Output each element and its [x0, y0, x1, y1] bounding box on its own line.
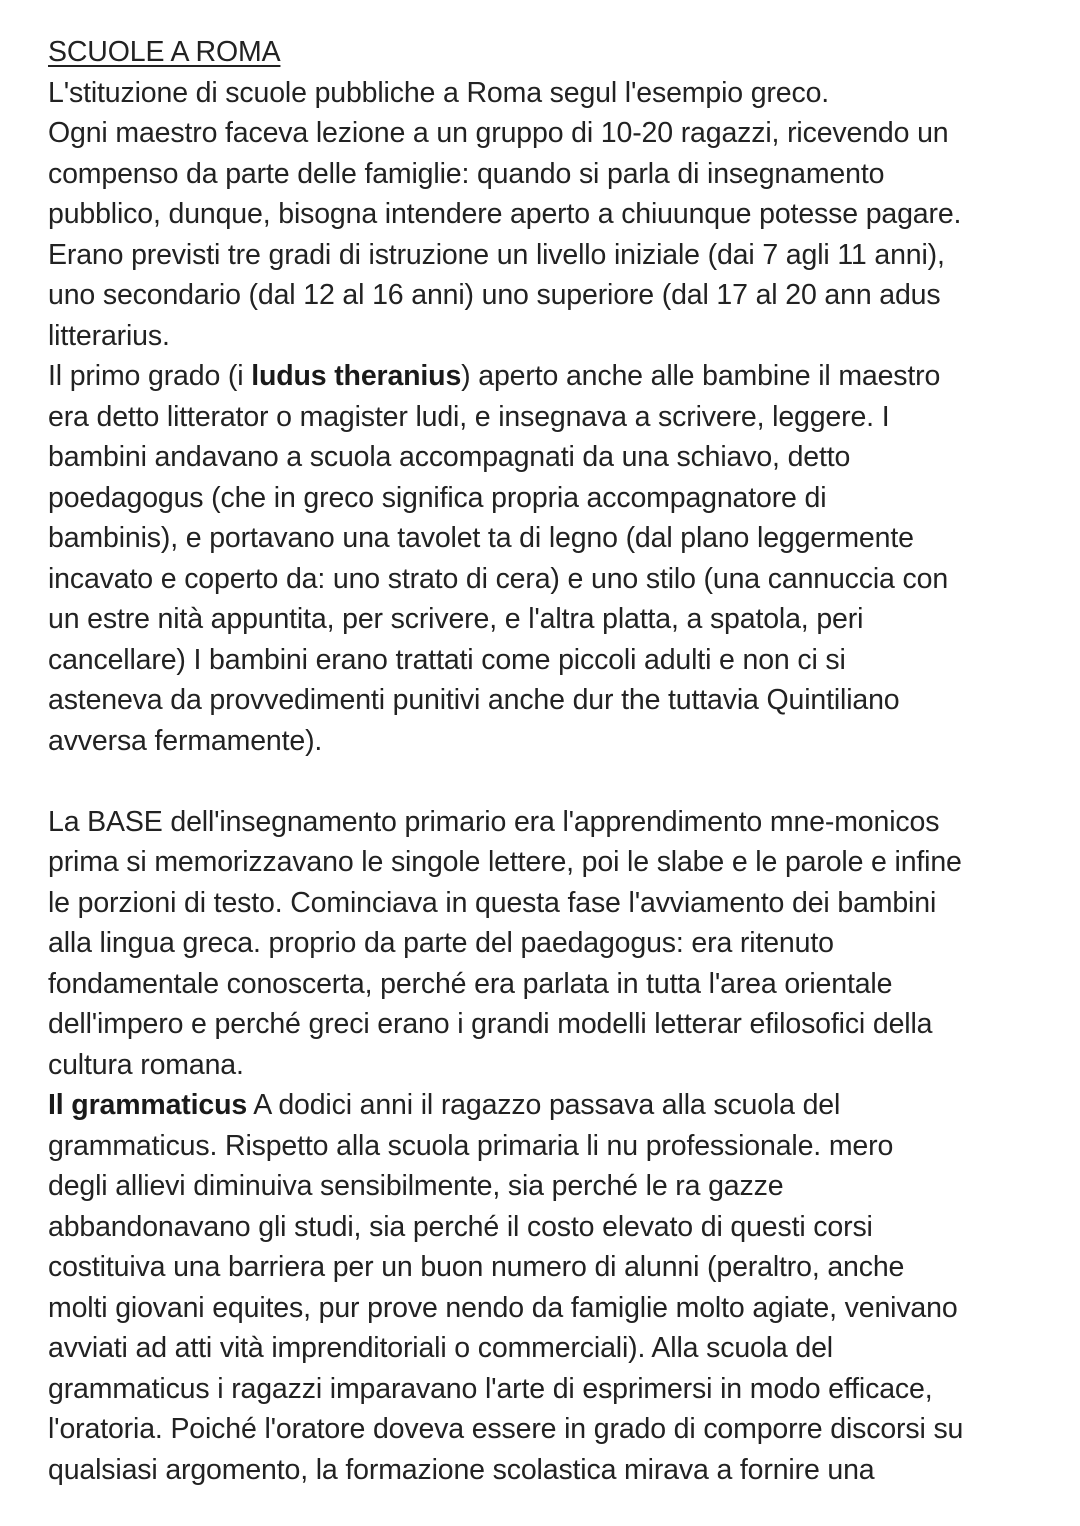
text-run: ) aperto anche alle bambine il maestro: [461, 360, 941, 392]
text-line: Ogni maestro faceva lezione a un gruppo di 10-20 ragazzi, ricevendo un: [48, 117, 949, 149]
text-line: degli allievi diminuiva sensibilmente, sia perché le ra gazze: [48, 1170, 784, 1202]
text-line: alla lingua greca. proprio da parte del paedagogus: era ritenuto: [48, 927, 834, 959]
document-title: SCUOLE A ROMA: [48, 36, 281, 68]
text-line: compenso da parte delle famiglie: quando si parla di insegnamento: [48, 157, 885, 190]
text-run: A dodici anni il ragazzo passava alla scuola del: [247, 1089, 841, 1121]
text-line: La BASE dell'insegnamento primario era l'apprendimento mne-monicos: [48, 805, 940, 838]
text-run: Il primo grado (i: [48, 360, 252, 392]
paragraph-grammaticus: [48, 1085, 1058, 1490]
text-line: Erano previsti tre gradi di istruzione un livello iniziale (dai 7 agli 11 anni),: [48, 238, 945, 271]
text-line: le porzioni di testo. Cominciava in questa fase l'avviamento dei bambini: [48, 886, 937, 919]
text-line: qualsiasi argomento, la formazione scolastica mirava a fornire una: [48, 1453, 875, 1486]
text-line: uno secondario (dal 12 al 16 anni) uno superiore (dal 17 al 20 ann adus: [48, 279, 941, 311]
text-line: [48, 1085, 1058, 1126]
text-line: bambini andavano a scuola accompagnati da una schiavo, detto: [48, 441, 851, 473]
bold-term-grammaticus: Il grammaticus: [48, 1089, 248, 1121]
text-line: dell'impero e perché greci erano i grandi modelli letterar efilosofici della: [48, 1008, 933, 1040]
text-line: fondamentale conoscerta, perché era parlata in tutta l'area orientale: [48, 967, 893, 1000]
text-line: cultura romana.: [48, 1048, 244, 1081]
paragraph-spacer: [48, 761, 1058, 802]
text-line: asteneva da provvedimenti punitivi anche dur the tuttavia Quintiliano: [48, 684, 900, 716]
text-line: L'stituzione di scuole pubbliche a Roma segul l'esempio greco.: [48, 76, 830, 109]
text-line: incavato e coperto da: uno strato di cera) e uno stilo (una cannuccia con: [48, 562, 949, 595]
text-line: cancellare) I bambini erano trattati come piccoli adulti e non ci si: [48, 643, 846, 676]
text-line: litterarius.: [48, 319, 170, 352]
paragraph-intro: [48, 73, 1058, 357]
text-line: era detto litterator o magister ludi, e insegnava a scrivere, leggere. I: [48, 400, 890, 433]
text-line: [48, 356, 1058, 397]
document-body: [48, 32, 1058, 1490]
text-line: costituiva una barriera per un buon numero di alunni (peraltro, anche: [48, 1251, 905, 1283]
text-line: grammaticus. Rispetto alla scuola primaria li nu professionale. mero: [48, 1129, 894, 1162]
text-line: grammaticus i ragazzi imparavano l'arte di esprimersi in modo efficace,: [48, 1372, 933, 1405]
text-line: molti giovani equites, pur prove nendo da famiglie molto agiate, venivano: [48, 1291, 958, 1324]
text-line: poedagogus (che in greco significa propria accompagnatore di: [48, 481, 827, 514]
paragraph-primo-grado: [48, 356, 1058, 761]
text-line: pubblico, dunque, bisogna intendere aperto a chiuunque potesse pagare.: [48, 198, 962, 230]
text-line: prima si memorizzavano le singole lettere, poi le slabe e le parole e infine: [48, 846, 962, 878]
text-line: un estre nità appuntita, per scrivere, e l'altra platta, a spatola, peri: [48, 603, 864, 635]
text-line: l'oratoria. Poiché l'oratore doveva essere in grado di comporre discorsi su: [48, 1413, 964, 1445]
text-line: abbandonavano gli studi, sia perché il costo elevato di questi corsi: [48, 1210, 873, 1243]
bold-term-ludus: ludus theranius: [251, 360, 462, 392]
text-line: avversa fermamente).: [48, 724, 323, 757]
text-line: bambinis), e portavano una tavolet ta di legno (dal plano leggermente: [48, 522, 914, 554]
paragraph-base: [48, 802, 1058, 1086]
text-line: avviati ad atti vità imprenditoriali o commerciali). Alla scuola del: [48, 1332, 833, 1364]
